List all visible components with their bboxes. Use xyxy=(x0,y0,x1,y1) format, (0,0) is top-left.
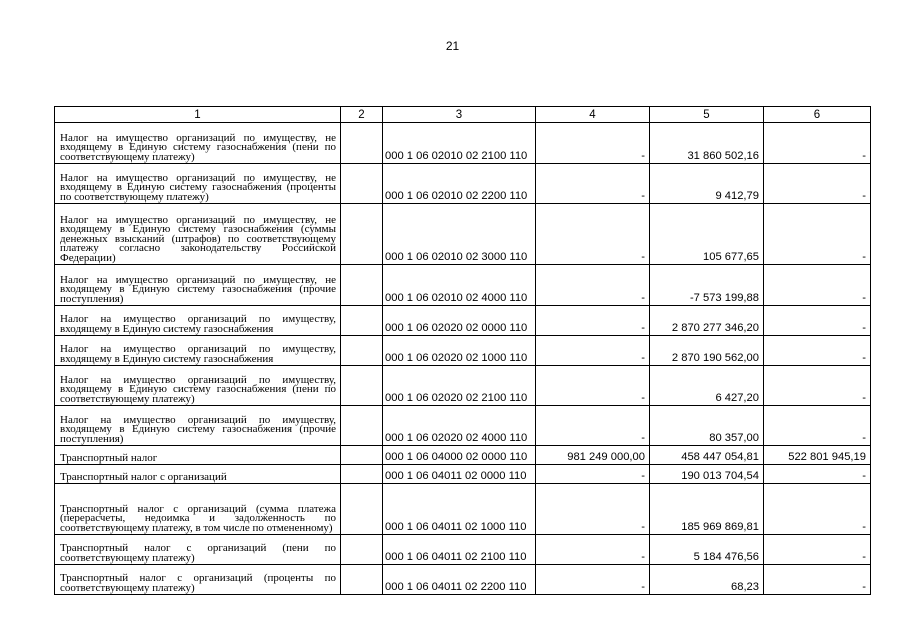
row-col5-cell: 2 870 190 562,00 xyxy=(650,336,764,366)
row-col6-cell: - xyxy=(764,123,871,164)
column-header: 3 xyxy=(383,107,536,123)
row-col4-cell: - xyxy=(536,306,650,336)
row-col2-cell xyxy=(341,265,383,306)
row-code-cell: 000 1 06 04011 02 1000 110 xyxy=(383,484,536,535)
row-name-cell: Налог на имущество организаций по имуществу, не входящему в Единую систему газоснабжения (прочие поступления) xyxy=(55,265,341,306)
table-row xyxy=(55,406,871,446)
row-col2-cell xyxy=(341,336,383,366)
row-col5-cell: 9 412,79 xyxy=(650,164,764,204)
table-row xyxy=(55,336,871,366)
row-col6-cell: - xyxy=(764,164,871,204)
row-col4-cell: - xyxy=(536,123,650,164)
row-col2-cell xyxy=(341,204,383,265)
row-name-cell: Налог на имущество организаций по имуществу, входящему в Единую систему газоснабжения (прочие поступления) xyxy=(55,406,341,446)
row-col5-cell: 80 357,00 xyxy=(650,406,764,446)
row-col2-cell xyxy=(341,366,383,406)
row-code-cell: 000 1 06 02010 02 4000 110 xyxy=(383,265,536,306)
row-code-cell: 000 1 06 02020 02 4000 110 xyxy=(383,406,536,446)
table-row xyxy=(55,535,871,565)
row-col4-cell: - xyxy=(536,366,650,406)
row-name-cell: Налог на имущество организаций по имуществу, не входящему в Единую систему газоснабжения (суммы денежных взысканий (штрафов) по соответствующему платежу согласно законодательству Российской Федерации) xyxy=(55,204,341,265)
row-col2-cell xyxy=(341,465,383,484)
row-col4-cell: - xyxy=(536,484,650,535)
row-col6-cell: - xyxy=(764,204,871,265)
row-col4-cell: - xyxy=(536,406,650,446)
row-name-cell: Транспортный налог xyxy=(55,446,341,465)
column-header: 2 xyxy=(341,107,383,123)
row-col6-cell: - xyxy=(764,535,871,565)
row-code-cell: 000 1 06 04000 02 0000 110 xyxy=(383,446,536,465)
row-col5-cell: 190 013 704,54 xyxy=(650,465,764,484)
row-code-cell: 000 1 06 02020 02 1000 110 xyxy=(383,336,536,366)
row-col6-cell: - xyxy=(764,565,871,595)
row-code-cell: 000 1 06 02010 02 3000 110 xyxy=(383,204,536,265)
row-col5-cell: 68,23 xyxy=(650,565,764,595)
row-code-cell: 000 1 06 04011 02 2200 110 xyxy=(383,565,536,595)
row-col2-cell xyxy=(341,164,383,204)
row-col2-cell xyxy=(341,535,383,565)
row-code-cell: 000 1 06 02020 02 2100 110 xyxy=(383,366,536,406)
row-col5-cell: 185 969 869,81 xyxy=(650,484,764,535)
row-name-cell: Транспортный налог с организаций (проценты по соответствующему платежу) xyxy=(55,565,341,595)
row-col5-cell: 5 184 476,56 xyxy=(650,535,764,565)
row-code-cell: 000 1 06 02010 02 2200 110 xyxy=(383,164,536,204)
table-row xyxy=(55,366,871,406)
row-col4-cell: - xyxy=(536,164,650,204)
row-col4-cell: 981 249 000,00 xyxy=(536,446,650,465)
table-row xyxy=(55,164,871,204)
row-col6-cell: - xyxy=(764,406,871,446)
row-col2-cell xyxy=(341,123,383,164)
row-name-cell: Налог на имущество организаций по имуществу, не входящему в Единую систему газоснабжения (пени по соответствующему платежу) xyxy=(55,123,341,164)
row-col2-cell xyxy=(341,446,383,465)
row-col6-cell: - xyxy=(764,484,871,535)
row-name-cell: Налог на имущество организаций по имуществу, входящему в Единую систему газоснабжения xyxy=(55,306,341,336)
row-col2-cell xyxy=(341,565,383,595)
row-name-cell: Транспортный налог с организаций xyxy=(55,465,341,484)
row-col6-cell: - xyxy=(764,306,871,336)
row-name-cell: Налог на имущество организаций по имуществу, входящему в Единую систему газоснабжения xyxy=(55,336,341,366)
row-col6-cell: - xyxy=(764,265,871,306)
table-row xyxy=(55,446,871,465)
row-col4-cell: - xyxy=(536,565,650,595)
row-col4-cell: - xyxy=(536,336,650,366)
row-col2-cell xyxy=(341,406,383,446)
row-code-cell: 000 1 06 02010 02 2100 110 xyxy=(383,123,536,164)
row-name-cell: Налог на имущество организаций по имуществу, не входящему в Единую систему газоснабжения (проценты по соответствующему платежу) xyxy=(55,164,341,204)
column-header: 5 xyxy=(650,107,764,123)
table-row xyxy=(55,484,871,535)
row-name-cell: Транспортный налог с организаций (пени по соответствующему платежу) xyxy=(55,535,341,565)
row-code-cell: 000 1 06 04011 02 0000 110 xyxy=(383,465,536,484)
row-col4-cell: - xyxy=(536,204,650,265)
row-col6-cell: - xyxy=(764,465,871,484)
table-row xyxy=(55,204,871,265)
row-col6-cell: - xyxy=(764,366,871,406)
table-row xyxy=(55,306,871,336)
row-name-cell: Транспортный налог с организаций (сумма платежа (перерасчеты, недоимка и задолженность по соответствующему платежу, в том числе по отмененному) xyxy=(55,484,341,535)
row-col5-cell: 2 870 277 346,20 xyxy=(650,306,764,336)
table-header-row xyxy=(55,107,871,123)
row-col2-cell xyxy=(341,484,383,535)
row-col6-cell: 522 801 945,19 xyxy=(764,446,871,465)
table-row xyxy=(55,465,871,484)
row-col5-cell: 105 677,65 xyxy=(650,204,764,265)
row-code-cell: 000 1 06 02020 02 0000 110 xyxy=(383,306,536,336)
row-col6-cell: - xyxy=(764,336,871,366)
row-col5-cell: -7 573 199,88 xyxy=(650,265,764,306)
row-col2-cell xyxy=(341,306,383,336)
row-col5-cell: 458 447 054,81 xyxy=(650,446,764,465)
row-col4-cell: - xyxy=(536,535,650,565)
table-row xyxy=(55,123,871,164)
page-number: 21 xyxy=(445,39,460,53)
row-col4-cell: - xyxy=(536,265,650,306)
budget-table xyxy=(54,106,871,595)
table-row xyxy=(55,565,871,595)
column-header: 6 xyxy=(764,107,871,123)
row-name-cell: Налог на имущество организаций по имуществу, входящему в Единую систему газоснабжения (пени по соответствующему платежу) xyxy=(55,366,341,406)
table-row xyxy=(55,265,871,306)
row-col4-cell: - xyxy=(536,465,650,484)
column-header: 1 xyxy=(55,107,341,123)
row-col5-cell: 6 427,20 xyxy=(650,366,764,406)
column-header: 4 xyxy=(536,107,650,123)
row-col5-cell: 31 860 502,16 xyxy=(650,123,764,164)
row-code-cell: 000 1 06 04011 02 2100 110 xyxy=(383,535,536,565)
